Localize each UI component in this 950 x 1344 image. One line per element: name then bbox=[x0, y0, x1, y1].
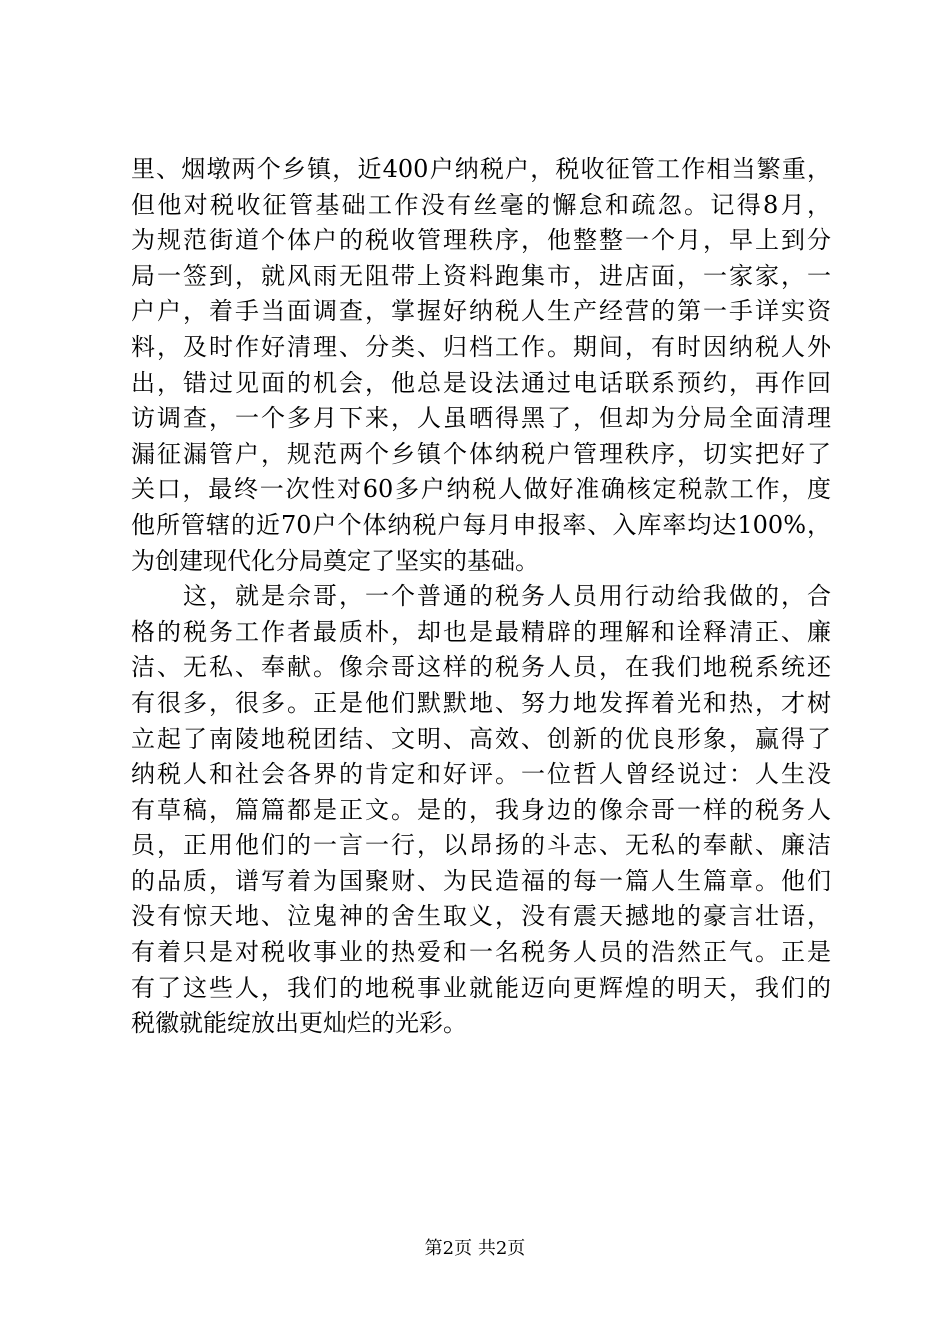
text-line: 关口，最终一次性对60多户纳税人做好准确核定税款工作，度 bbox=[131, 475, 831, 504]
body-text bbox=[131, 152, 831, 1042]
text-line: 有很多，很多。正是他们默默地、努力地发挥着光和热，才树 bbox=[131, 688, 831, 717]
text-line: 局一签到，就风雨无阻带上资料跑集市，进店面，一家家，一 bbox=[131, 261, 831, 290]
text-line: 没有惊天地、泣鬼神的舍生取义，没有震天撼地的豪言壮语， bbox=[131, 902, 831, 931]
page-number: 第2页 共2页 bbox=[424, 1238, 526, 1259]
text-line: 料，及时作好清理、分类、归档工作。期间，有时因纳税人外 bbox=[131, 332, 831, 361]
text-line: 员，正用他们的一言一行，以昂扬的斗志、无私的奉献、廉洁 bbox=[131, 831, 831, 860]
text-line: 纳税人和社会各界的肯定和好评。一位哲人曾经说过：人生没 bbox=[131, 760, 831, 789]
text-line: 户户，着手当面调查，掌握好纳税人生产经营的第一手详实资 bbox=[131, 297, 831, 326]
text-line: 的品质，谱写着为国聚财、为民造福的每一篇人生篇章。他们 bbox=[131, 866, 831, 895]
text-line: 税徽就能绽放出更灿烂的光彩。 bbox=[131, 1009, 467, 1038]
text-line: 格的税务工作者最质朴，却也是最精辟的理解和诠释清正、廉 bbox=[131, 617, 831, 646]
text-line: 出，错过见面的机会，他总是设法通过电话联系预约，再作回 bbox=[131, 368, 831, 397]
text-line: 但他对税收征管基础工作没有丝毫的懈怠和疏忽。记得8月， bbox=[131, 190, 831, 219]
text-line: 为规范街道个体户的税收管理秩序，他整整一个月，早上到分 bbox=[131, 226, 831, 255]
text-line: 漏征漏管户，规范两个乡镇个体纳税户管理秩序，切实把好了 bbox=[131, 439, 831, 468]
text-line: 为创建现代化分局奠定了坚实的基础。 bbox=[131, 546, 539, 575]
text-line: 有了这些人，我们的地税事业就能迈向更辉煌的明天，我们的 bbox=[131, 973, 831, 1002]
text-line: 访调查，一个多月下来，人虽晒得黑了，但却为分局全面清理 bbox=[131, 404, 831, 433]
text-line: 他所管辖的近70户个体纳税户每月申报率、入库率均达100%， bbox=[131, 510, 831, 539]
text-line: 有草稿，篇篇都是正文。是的，我身边的像佘哥一样的税务人 bbox=[131, 795, 831, 824]
page-footer bbox=[0, 1237, 950, 1261]
text-line: 立起了南陵地税团结、文明、高效、创新的优良形象，赢得了 bbox=[131, 724, 831, 753]
text-line: 洁、无私、奉献。像佘哥这样的税务人员，在我们地税系统还 bbox=[131, 653, 831, 682]
text-line: 这，就是佘哥，一个普通的税务人员用行动给我做的，合 bbox=[131, 582, 831, 611]
text-line: 里、烟墩两个乡镇，近400户纳税户，税收征管工作相当繁重， bbox=[131, 155, 831, 183]
text-line: 有着只是对税收事业的热爱和一名税务人员的浩然正气。正是 bbox=[131, 938, 831, 967]
